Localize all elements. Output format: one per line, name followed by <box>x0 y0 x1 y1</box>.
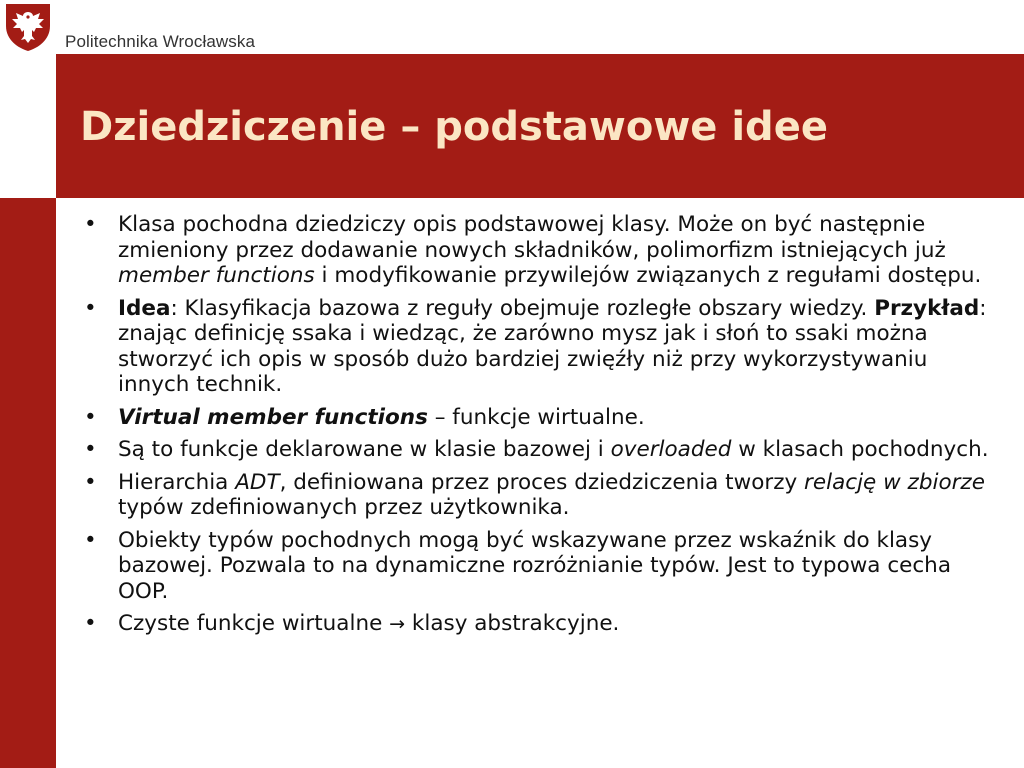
bullet-item <box>84 296 1004 398</box>
bullet-text: i modyfikowanie przywilejów związanych z regułami dostępu. <box>314 263 982 288</box>
bullet-item <box>84 528 1004 605</box>
bullet-text: Klasa pochodna dziedziczy opis podstawowej klasy. Może on być następnie zmieniony przez dodawanie nowych składników, polimorfizm istniejących już <box>118 212 946 263</box>
university-name: Politechnika Wrocławska <box>65 32 256 51</box>
bullet-text-italic: member functions <box>118 263 315 288</box>
bullet-text: w klasach pochodnych. <box>731 437 989 462</box>
bullet-text-bold-italic: Virtual member functions <box>118 404 428 430</box>
bullet-text: : znając definicję ssaka i wiedząc, że zarówno mysz jak i słoń to ssaki można stworzyć ich opis w sposób dużo bardziej zwięźły niż przy wykorzystywaniu innych technik. <box>118 295 987 397</box>
bullet-text: Obiekty typów pochodnych mogą być wskazywane przez wskaźnik do klasy bazowej. Pozwala to na dynamiczne rozróżnianie typów. Jest to typowa cecha OOP. <box>118 527 951 604</box>
bullet-icon: • <box>84 212 97 237</box>
right-arrow-icon: → <box>389 613 406 635</box>
bullet-icon: • <box>84 527 97 553</box>
bullet-icon: • <box>84 295 97 321</box>
bullet-text-italic: ADT <box>235 469 280 495</box>
left-accent-bar <box>0 198 56 768</box>
bullet-icon: • <box>84 611 97 636</box>
title-band <box>56 54 1024 198</box>
bullet-text: Są to funkcje deklarowane w klasie bazowej i <box>118 437 611 462</box>
bullet-item <box>84 437 1004 463</box>
bullet-text-italic: overloaded <box>610 437 732 462</box>
slide-header <box>0 0 1024 54</box>
bullet-icon: • <box>84 437 97 462</box>
bullet-icon: • <box>84 404 97 430</box>
bullet-item <box>84 470 1004 521</box>
bullet-icon: • <box>84 469 97 495</box>
bullet-text: typów zdefiniowanych przez użytkownika. <box>118 495 570 520</box>
bullet-text-bold: Idea <box>118 295 171 321</box>
bullet-item <box>84 611 1004 638</box>
slide-content <box>84 212 1004 645</box>
bullet-text-bold: Przykład <box>874 295 980 321</box>
bullet-text: – funkcje wirtualne. <box>427 404 645 430</box>
bullet-item <box>84 405 1004 431</box>
bullet-text: : Klasyfikacja bazowa z reguły obejmuje rozległe obszary wiedzy. <box>170 295 875 321</box>
slide-title: Dziedziczenie – podstawowe idee <box>80 104 828 150</box>
bullet-list <box>84 212 1004 638</box>
bullet-text: Czyste funkcje wirtualne <box>118 611 390 636</box>
eagle-shield-icon <box>4 2 52 52</box>
bullet-text: Hierarchia <box>118 469 236 495</box>
bullet-text: , definiowana przez proces dziedziczenia tworzy <box>279 469 805 495</box>
bullet-item <box>84 212 1004 289</box>
bullet-text: klasy abstrakcyjne. <box>405 611 620 636</box>
bullet-text-italic: relację w zbiorze <box>804 469 985 495</box>
